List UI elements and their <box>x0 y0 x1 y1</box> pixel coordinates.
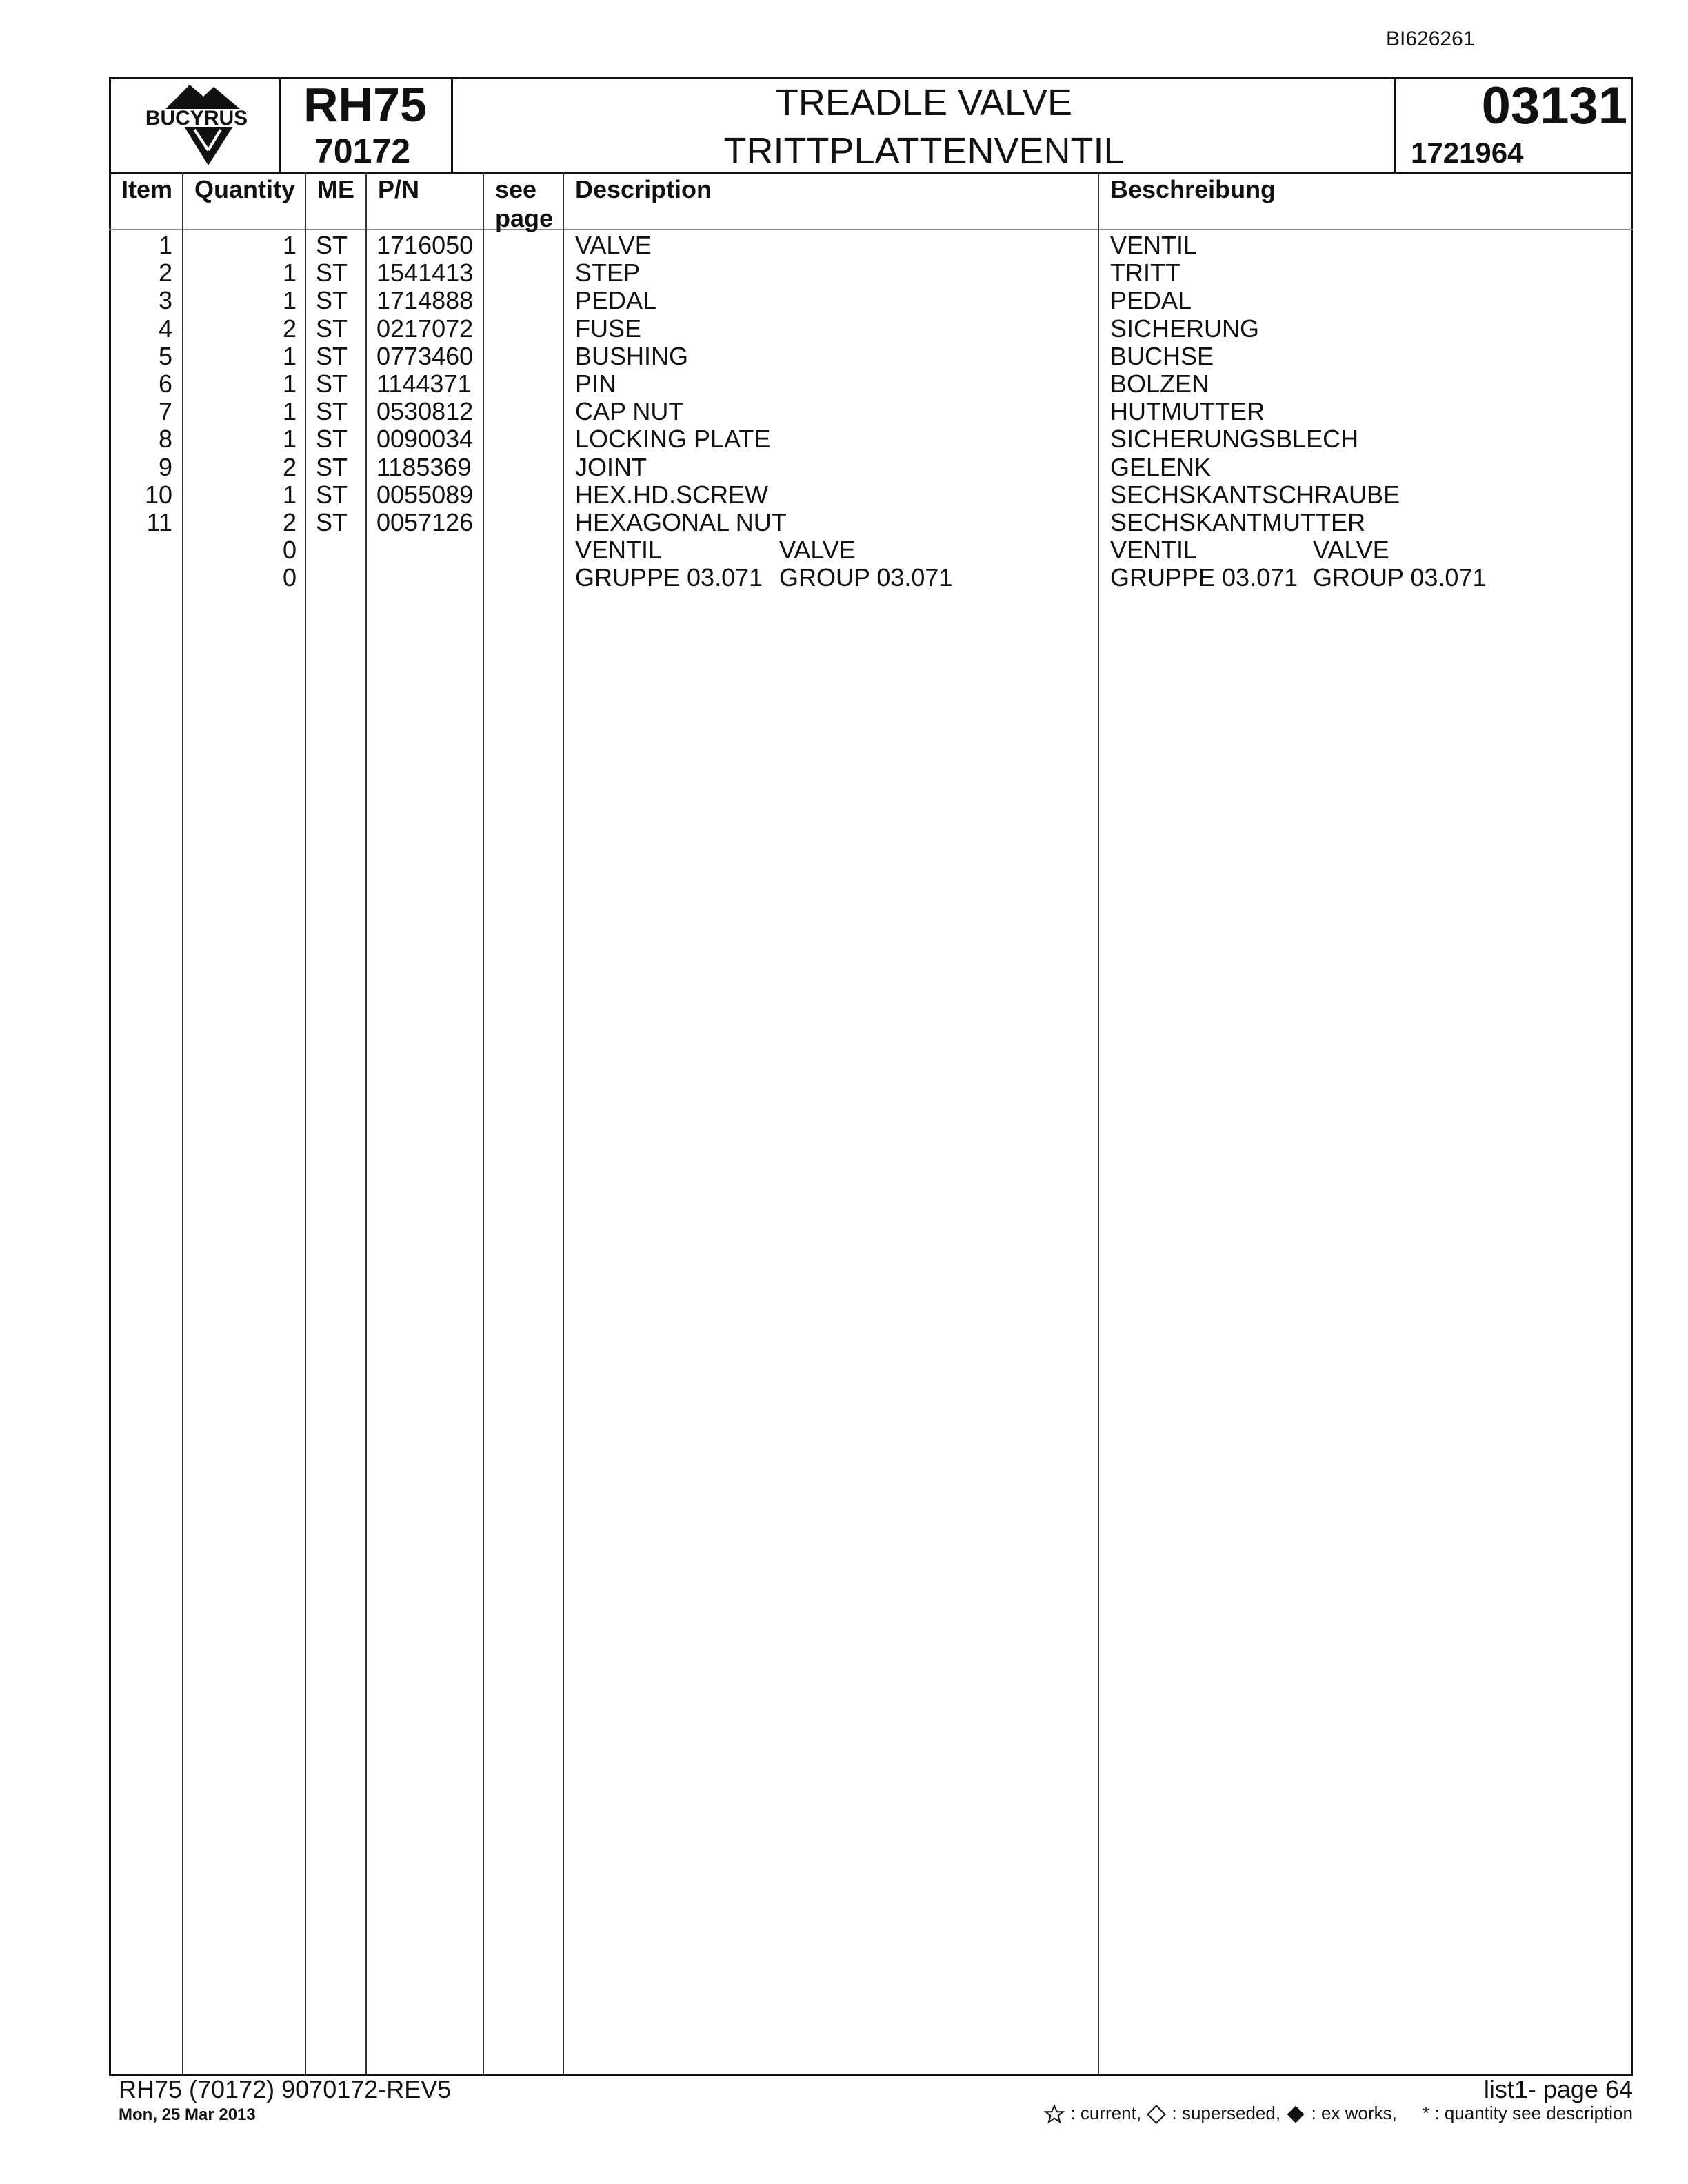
group-subnumber: 1721964 <box>1411 136 1524 169</box>
row-besch-cell: SECHSKANTSCHRAUBE <box>1110 480 1400 509</box>
bucyrus-logo <box>117 81 276 171</box>
row-qty-cell: 1 <box>282 259 297 287</box>
row-item-cell: 9 <box>158 452 172 481</box>
row-besch-cell: SICHERUNG <box>1110 314 1260 343</box>
row-pn-cell: 0057126 <box>376 508 474 536</box>
row-me-cell: ST <box>316 314 348 343</box>
row-qty-cell: 0 <box>282 563 297 592</box>
filled-diamond-icon <box>1285 2104 1306 2125</box>
col-header-pn: P/N <box>378 175 420 203</box>
row-item-cell: 6 <box>158 370 172 398</box>
row-besch2-cell: GROUP 03.071 <box>1313 563 1487 592</box>
row-besch-cell: SECHSKANTMUTTER <box>1110 508 1366 536</box>
page-title-english: TREADLE VALVE <box>775 82 1073 123</box>
row-pn-cell: 0530812 <box>376 397 474 426</box>
header-sep-3 <box>1394 77 1396 174</box>
row-besch-cell: BUCHSE <box>1110 341 1214 370</box>
row-besch-cell: BOLZEN <box>1110 370 1210 398</box>
row-me-cell: ST <box>316 231 348 259</box>
row-besch-cell: GRUPPE 03.071 <box>1110 563 1298 592</box>
row-qty-cell: 1 <box>282 425 297 454</box>
svg-text:BUCYRUS: BUCYRUS <box>145 107 248 130</box>
column-header-divider <box>109 229 1633 230</box>
document-id: BI626261 <box>1386 28 1475 50</box>
group-number: 03131 <box>1481 77 1627 135</box>
row-besch-cell: VENTIL <box>1110 536 1198 565</box>
legend-ex-works-label: : ex works, <box>1311 2103 1397 2123</box>
row-me-cell: ST <box>316 452 348 481</box>
row-qty-cell: 1 <box>282 480 297 509</box>
col-header-description: Description <box>575 175 712 203</box>
row-qty-cell: 1 <box>282 231 297 259</box>
row-me-cell: ST <box>316 480 348 509</box>
col-sep-qty <box>305 172 306 2075</box>
row-qty-cell: 0 <box>282 536 297 565</box>
header-divider <box>109 172 1633 174</box>
row-item-cell: 1 <box>158 231 172 259</box>
row-me-cell: ST <box>316 259 348 287</box>
row-desc-cell: VENTIL <box>575 536 663 565</box>
col-header-item: Item <box>121 175 173 203</box>
row-pn-cell: 0055089 <box>376 480 474 509</box>
row-desc-cell: FUSE <box>575 314 642 343</box>
row-qty-cell: 1 <box>282 370 297 398</box>
row-qty-cell: 2 <box>282 314 297 343</box>
row-item-cell: 2 <box>158 259 172 287</box>
row-item-cell: 8 <box>158 425 172 454</box>
row-item-cell: 10 <box>144 480 172 509</box>
row-item-cell: 4 <box>158 314 172 343</box>
row-pn-cell: 1716050 <box>376 231 474 259</box>
row-me-cell: ST <box>316 286 348 315</box>
row-pn-cell: 0217072 <box>376 314 474 343</box>
row-desc-cell: CAP NUT <box>575 397 684 426</box>
col-header-see: see <box>495 175 537 203</box>
row-desc-cell: STEP <box>575 259 641 287</box>
row-desc-cell: HEX.HD.SCREW <box>575 480 769 509</box>
legend-superseded-label: : superseded, <box>1172 2103 1281 2123</box>
row-besch-cell: SICHERUNGSBLECH <box>1110 425 1359 454</box>
row-besch-cell: HUTMUTTER <box>1110 397 1265 426</box>
col-sep-item <box>182 172 183 2075</box>
row-besch-cell: PEDAL <box>1110 286 1192 315</box>
row-desc-cell: PIN <box>575 370 617 398</box>
row-qty-cell: 2 <box>282 452 297 481</box>
row-besch-cell: GELENK <box>1110 452 1212 481</box>
row-besch2-cell: VALVE <box>1313 536 1389 565</box>
row-desc-cell: PEDAL <box>575 286 657 315</box>
row-desc-cell: JOINT <box>575 452 647 481</box>
footer-page-ref: list1- page 64 <box>1483 2075 1633 2103</box>
header-sep-1 <box>279 77 281 174</box>
row-pn-cell: 1185369 <box>376 452 472 481</box>
page-title-german: TRITTPLATTENVENTIL <box>723 130 1125 172</box>
row-desc2-cell: GROUP 03.071 <box>779 563 953 592</box>
footer-date: Mon, 25 Mar 2013 <box>119 2105 256 2124</box>
row-desc2-cell: VALVE <box>779 536 856 565</box>
row-item-cell: 3 <box>158 286 172 315</box>
col-sep-pn <box>483 172 484 2075</box>
legend-current-label: : current, <box>1070 2103 1142 2123</box>
row-desc-cell: VALVE <box>575 231 652 259</box>
row-pn-cell: 1541413 <box>376 259 474 287</box>
legend <box>1043 2103 1633 2125</box>
row-pn-cell: 0773460 <box>376 341 474 370</box>
row-desc-cell: LOCKING PLATE <box>575 425 771 454</box>
model-number: RH75 <box>303 78 427 132</box>
serial-number: 70172 <box>314 132 411 170</box>
col-header-beschreibung: Beschreibung <box>1110 175 1276 203</box>
row-me-cell: ST <box>316 341 348 370</box>
row-pn-cell: 0090034 <box>376 425 474 454</box>
col-header-quantity: Quantity <box>194 175 296 203</box>
hollow-diamond-icon <box>1146 2104 1167 2125</box>
col-sep-desc <box>1098 172 1099 2075</box>
row-item-cell: 7 <box>158 397 172 426</box>
row-me-cell: ST <box>316 508 348 536</box>
row-qty-cell: 1 <box>282 286 297 315</box>
row-item-cell: 5 <box>158 341 172 370</box>
footer-document-ref: RH75 (70172) 9070172-REV5 <box>119 2075 452 2103</box>
col-sep-me <box>365 172 367 2075</box>
col-header-me: ME <box>317 175 354 203</box>
row-besch-cell: TRITT <box>1110 259 1180 287</box>
col-header-page: page <box>495 204 554 232</box>
row-desc-cell: GRUPPE 03.071 <box>575 563 763 592</box>
legend-quantity-label: * : quantity see description <box>1423 2103 1633 2123</box>
row-desc-cell: HEXAGONAL NUT <box>575 508 787 536</box>
row-qty-cell: 1 <box>282 397 297 426</box>
row-pn-cell: 1714888 <box>376 286 474 315</box>
row-pn-cell: 1144371 <box>376 370 472 398</box>
row-besch-cell: VENTIL <box>1110 231 1198 259</box>
row-me-cell: ST <box>316 425 348 454</box>
row-item-cell: 11 <box>146 508 172 536</box>
row-me-cell: ST <box>316 370 348 398</box>
row-qty-cell: 2 <box>282 508 297 536</box>
col-sep-see <box>563 172 564 2075</box>
row-me-cell: ST <box>316 397 348 426</box>
row-desc-cell: BUSHING <box>575 341 689 370</box>
row-qty-cell: 1 <box>282 341 297 370</box>
header-sep-2 <box>451 77 453 174</box>
star-icon <box>1043 2104 1065 2125</box>
